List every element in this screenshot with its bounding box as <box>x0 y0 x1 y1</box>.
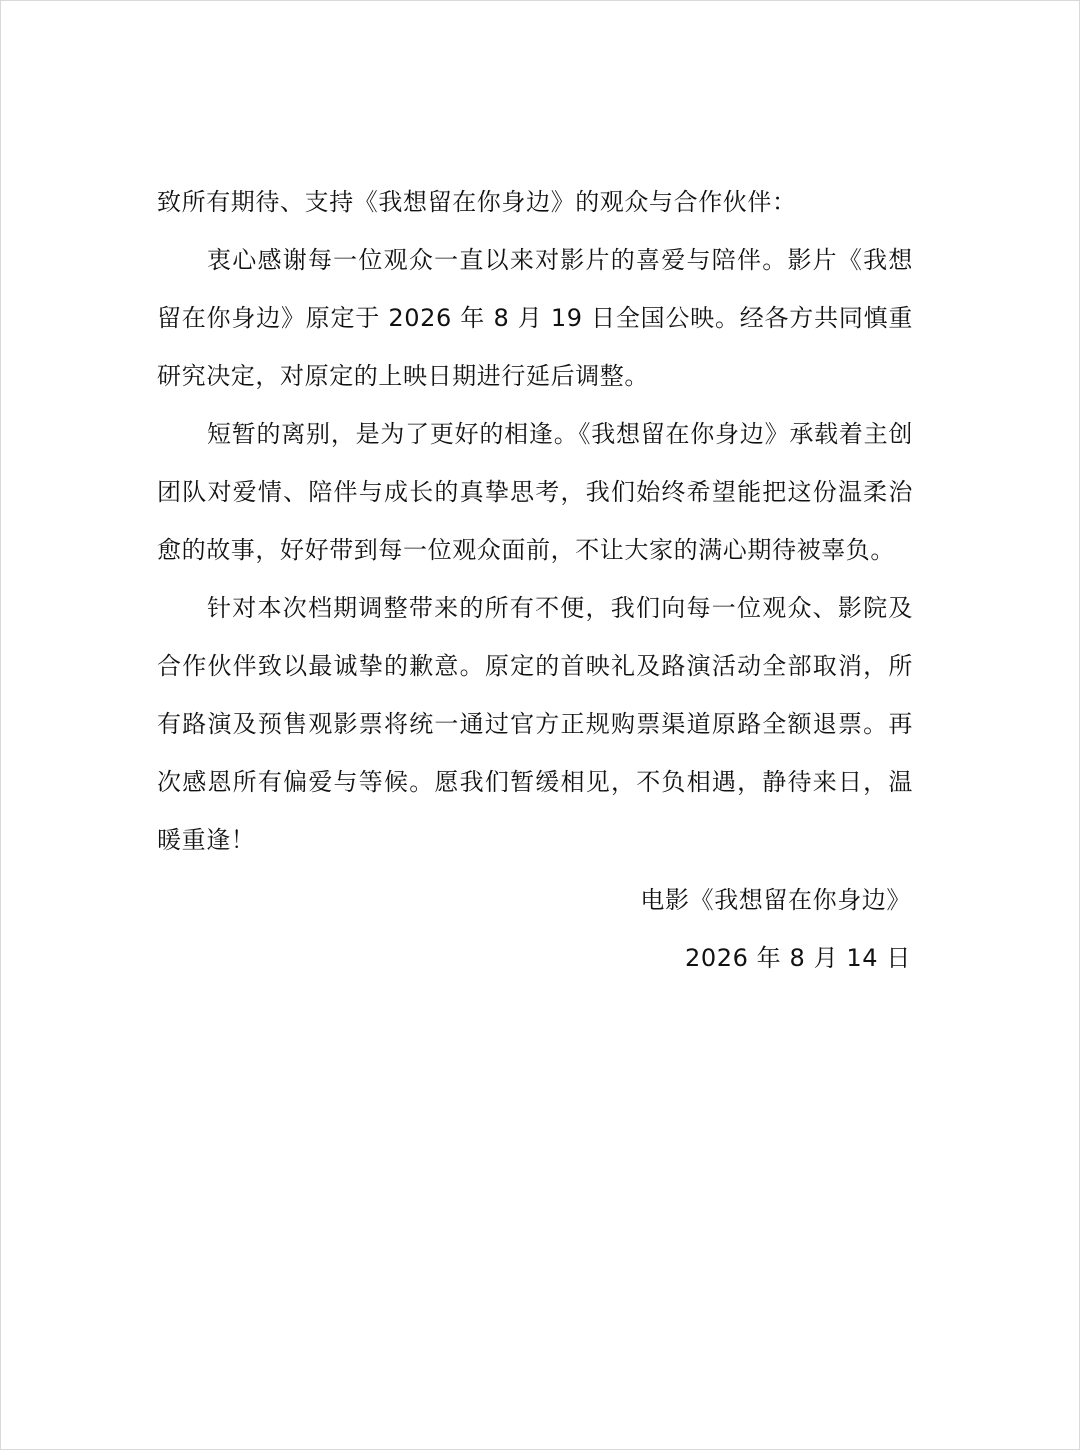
paragraph-reunion: 短暂的离别，是为了更好的相逢。《我想留在你身边》承载着主创团队对爱情、陪伴与成长的真挚思考，我们始终希望能把这份温柔治愈的故事，好好带到每一位观众面前，不让大家的满心期待被辜负。 <box>157 420 913 564</box>
paragraph-apology-refund: 针对本次档期调整带来的所有不便，我们向每一位观众、影院及合作伙伴致以最诚挚的歉意。原定的首映礼及路演活动全部取消，所有路演及预售观影票将统一通过官方正规购票渠道原路全额退票。再次感恩所有偏爱与等候。愿我们暂缓相见，不负相遇，静待来日，温暖重逢！ <box>157 594 913 854</box>
signature-organization: 电影《我想留在你身边》 <box>640 886 911 914</box>
announcement-letter <box>157 173 913 987</box>
paragraph-thanks-and-delay: 衷心感谢每一位观众一直以来对影片的喜爱与陪伴。影片《我想留在你身边》原定于 2026 年 8 月 19 日全国公映。经各方共同慎重研究决定，对原定的上映日期进行延后调整。 <box>157 246 913 390</box>
signature-date: 2026 年 8 月 14 日 <box>684 944 911 972</box>
letter-salutation: 致所有期待、支持《我想留在你身边》的观众与合作伙伴： <box>157 188 797 216</box>
